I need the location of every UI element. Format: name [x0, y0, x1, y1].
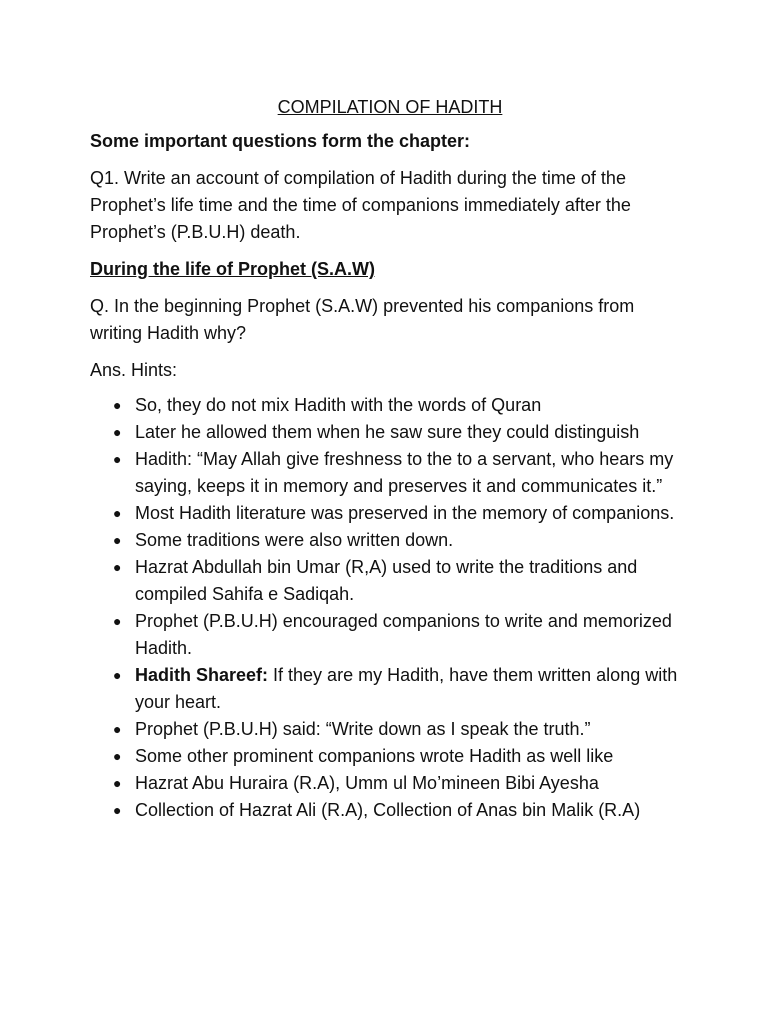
question-1: Q1. Write an account of compilation of Hadith during the time of the Prophet’s life time and the time of companions immediately after the Prophet’s (P.B.U.H) death.	[90, 168, 631, 242]
list-item	[90, 500, 690, 527]
hint-text: Hazrat Abdullah bin Umar (R,A) used to write the traditions and compiled Sahifa e Sadiqah.	[135, 557, 638, 604]
hint-text: Hazrat Abu Huraira (R.A), Umm ul Mo’mineen Bibi Ayesha	[135, 773, 599, 793]
list-item	[90, 392, 690, 419]
document-subtitle: Some important questions form the chapter:	[90, 131, 471, 151]
bullet-icon: ●	[113, 721, 122, 737]
hint-text: So, they do not mix Hadith with the words of Quran	[135, 395, 542, 415]
hint-text: Some traditions were also written down.	[135, 530, 454, 550]
list-item	[90, 770, 690, 797]
answer-label: Ans. Hints:	[90, 360, 178, 380]
bullet-icon: ●	[113, 397, 122, 413]
list-item	[90, 419, 690, 446]
bullet-icon: ●	[113, 775, 122, 791]
hint-text: If they are my Hadith, have them written along with your heart.	[135, 665, 678, 712]
hint-text: Prophet (P.B.U.H) encouraged companions to write and memorized Hadith.	[135, 611, 672, 658]
hint-text: Later he allowed them when he saw sure they could distinguish	[135, 422, 640, 442]
hints-list	[90, 392, 690, 824]
document-page	[90, 94, 690, 824]
list-item	[90, 554, 690, 608]
hint-text: Prophet (P.B.U.H) said: “Write down as I speak the truth.”	[135, 719, 591, 739]
hint-bold-lead: Hadith Shareef:	[135, 665, 269, 685]
list-item	[90, 446, 690, 500]
bullet-icon: ●	[113, 667, 122, 683]
hint-text: Some other prominent companions wrote Hadith as well like	[135, 746, 614, 766]
question-2: Q. In the beginning Prophet (S.A.W) prevented his companions from writing Hadith why?	[90, 296, 635, 343]
list-item	[90, 527, 690, 554]
list-item	[90, 797, 690, 824]
bullet-icon: ●	[113, 424, 122, 440]
list-item	[90, 716, 690, 743]
hint-text: Hadith: “May Allah give freshness to the to a servant, who hears my saying, keeps it in memory and preserves it and communicates it.”	[135, 449, 674, 496]
bullet-icon: ●	[113, 505, 122, 521]
bullet-icon: ●	[113, 559, 122, 575]
document-title: COMPILATION OF HADITH	[277, 97, 503, 117]
section-heading: During the life of Prophet (S.A.W)	[90, 259, 375, 279]
bullet-icon: ●	[113, 451, 122, 467]
hint-text: Most Hadith literature was preserved in the memory of companions.	[135, 503, 675, 523]
bullet-icon: ●	[113, 748, 122, 764]
list-item	[90, 608, 690, 662]
bullet-icon: ●	[113, 802, 122, 818]
list-item	[90, 662, 690, 716]
bullet-icon: ●	[113, 532, 122, 548]
bullet-icon: ●	[113, 613, 122, 629]
list-item	[90, 743, 690, 770]
hint-text: Collection of Hazrat Ali (R.A), Collection of Anas bin Malik (R.A)	[135, 800, 641, 820]
